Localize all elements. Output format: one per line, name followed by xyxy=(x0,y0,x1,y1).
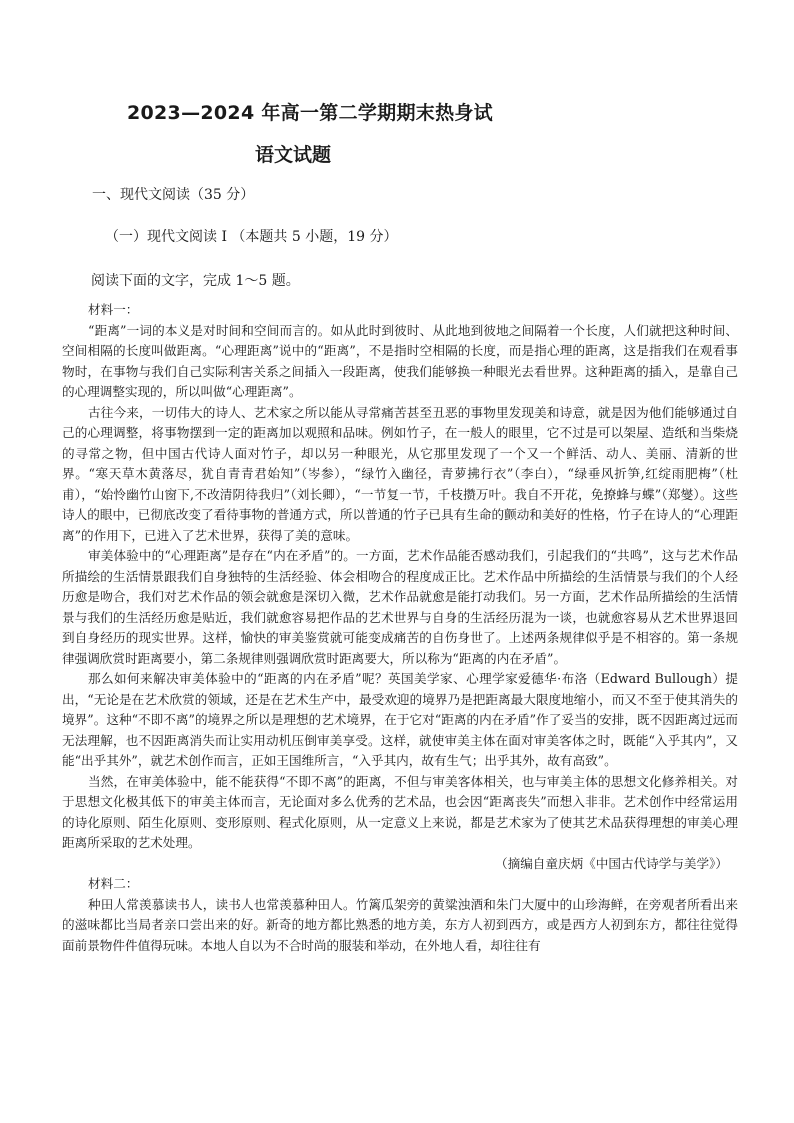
source-citation: （摘编自童庆炳《中国古代诗学与美学》） xyxy=(495,855,728,871)
subsection-heading: （一）现代文阅读 I （本题共 5 小题，19 分） xyxy=(105,229,398,245)
paragraph: 古往今来，一切伟大的诗人、艺术家之所以能从寻常痛苦甚至丑恶的事物里发现美和诗意，就是因为他们能够通过自己的心理调整，将事物摆到一定的距离加以观照和品味。例如竹子，在一般人的眼里，它不过是可以架屋、造纸和当柴烧的寻常之物，但中国古代诗人面对竹子，却以另一种眼光，从它那里发现了一个又一个鲜活、动人、美丽、清新的世界。“寒天草木黄落尽，犹自青青君始知”（岑参），“绿竹入幽径，青萝拂行衣”（李白），“绿垂风折笋,红绽雨肥梅”（杜甫），“始怜幽竹山窗下,不改清阴待我归”（刘长卿），“一节复一节，千枝攒万叶。我自不开花，免撩蜂与蝶”（郑燮）。这些诗人的眼中，已彻底改变了看待事物的普通方式，所以普通的竹子已具有生命的颤动和美好的性格，竹子在诗人的“心理距离”的作用下，已进入了艺术世界，获得了美的意味。 xyxy=(62,404,738,543)
paragraph: 当然，在审美体验中，能不能获得“不即不离”的距离，不但与审美客体相关，也与审美主体的思想文化修养相关。对于思想文化极其低下的审美主体而言，无论面对多么优秀的艺术品，也会因“距离丧失”而想入非非。艺术创作中经常运用的诗化原则、陌生化原则、变形原则、程式化原则，从一定意义上来说，都是艺术家为了使其艺术品获得理想的审美心理距离所采取的艺术处理。 xyxy=(62,773,738,850)
exam-subtitle: 语文试题 xyxy=(255,144,332,166)
paragraph: 审美体验中的“心理距离”是存在“内在矛盾”的。一方面，艺术作品能否感动我们，引起我们的“共鸣”，这与艺术作品所描绘的生活情景跟我们自身独特的生活经验、体会相吻合的程度成正比。艺术作品中所描绘的生活情景与我们的个人经历愈是吻合，我们对艺术作品的领会就愈是深切入微，艺术作品就愈是能打动我们。另一方面，艺术作品所描绘的生活情景与我们的生活经历愈是贴近，我们就愈容易把作品的艺术世界与自身的生活经历混为一谈，也就愈容易从艺术世界退回到自身经历的现实世界。这样，愉快的审美鉴赏就可能变成痛苦的自伤身世了。上述两条规律似乎是不相容的。第一条规律强调欣赏时距离要小，第二条规律则强调欣赏时距离要大，所以称为“距离的内在矛盾”。 xyxy=(62,548,738,666)
exam-title: 2023—2024 年高一第二学期期末热身试 xyxy=(127,102,493,124)
paragraph: 那么如何来解决审美体验中的“距离的内在矛盾”呢？英国美学家、心理学家爱德华·布洛（Edward Bullough）提出，“无论是在艺术欣赏的领域，还是在艺术生产中，最受欢迎的境界乃是把距离最大限度地缩小，而又不至于使其消失的境界”。这种“不即不离”的境界之所以是理想的艺术境界，在于它对“距离的内在矛盾”作了妥当的安排，既不因距离过远而无法理解，也不因距离消失而让实用动机压倒审美享受。这样，就使审美主体在面对审美客体之时，既能“入乎其内”，又能“出乎其外”，就艺术创作而言，正如王国维所言，“入乎其内，故有生气；出乎其外，故有高致”。 xyxy=(62,671,738,768)
section-heading: 一、现代文阅读（35 分） xyxy=(92,187,255,203)
material-label: 材料一： xyxy=(88,302,139,317)
material-label: 材料二： xyxy=(88,876,139,891)
paragraph: “距离”一词的本义是对时间和空间而言的。如从此时到彼时、从此地到彼地之间隔着一个长度，人们就把这种时间、空间相隔的长度叫做距离。“心理距离”说中的“距离”，不是指时空相隔的长度，而是指心理的距离，这是指我们在观看事物时，在事物与我们自己实际利害关系之间插入一段距离，使我们能够换一种眼光去看世界。这种距离的插入，是靠自己的心理调整实现的，所以叫做“心理距离”。 xyxy=(62,322,738,399)
reading-passage xyxy=(62,300,738,956)
paragraph: 种田人常羡慕读书人，读书人也常羡慕种田人。竹篱瓜架旁的黄粱浊酒和朱门大厦中的山珍海鲜，在旁观者所看出来的滋味都比当局者亲口尝出来的好。新奇的地方都比熟悉的地方美，东方人初到西方，或是西方人初到东方，都往往觉得面前景物件件值得玩味。本地人自以为不合时尚的服装和举动，在外地人看，却往往有 xyxy=(62,896,738,953)
reading-instruction: 阅读下面的文字，完成 1～5 题。 xyxy=(91,273,300,289)
